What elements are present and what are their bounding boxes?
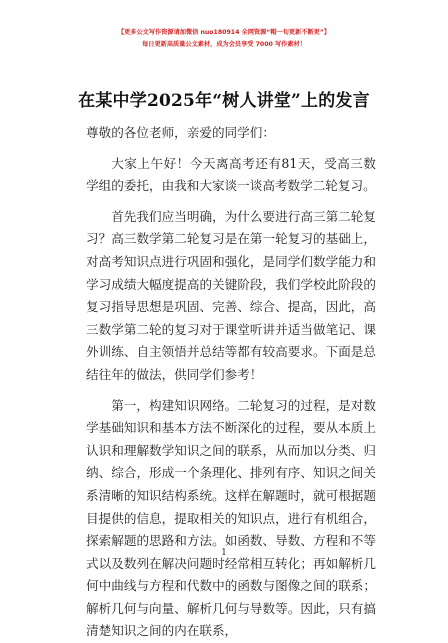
promo-banner-line-1: 【更多公文写作资源请加微信 nuo180914 全网资源“帽一旬更新不断更”】 [117, 29, 331, 36]
promo-banner [0, 27, 448, 51]
body-paragraph: 第一，构建知识网络。二轮复习的过程，是对数学基础知识和基本方法不断深化的过程，要从本质上认识和理解数学知识之间的联系，从而加以分类、归纳、综合，形成一个条理化、排列有序、知识之间关系清晰的知识结构系统。这样在解题时，就可根据题目提供的信息，提取相关的知识点，进行有机组合，探索解题的思路和方法。如函数、导数、方程和不等式以及数列在解决问题时经常相互转化；再如解析几何中曲线与方程和代数中的函数与图像之间的联系；解析几何与向量、解析几何与导数等。因此，只有搞清楚知识之间的内在联系， [86, 397, 376, 639]
page-number: 1 [221, 548, 227, 558]
document-body [86, 122, 376, 643]
promo-banner-line-2: 每日更新高质量公文素材，成为会员享受 7000 写作素材！ [142, 41, 306, 48]
salutation: 尊敬的各位老师，亲爱的同学们： [86, 125, 275, 140]
page-title: 在某中学2025年“树人讲堂”上的发言 [78, 91, 370, 111]
body-paragraph: 首先我们应当明确，为什么要进行高三第二轮复习？高三数学第二轮复习是在第一轮复习的基础上，对高考知识点进行巩固和强化，是同学们数学能力和学习成绩大幅度提高的关键阶段，我们学校此阶段的复习指导思想是巩固、完善、综合、提高，因此，高三数学第二轮的复习对于课堂听讲并适当做笔记、课外训练、自主领悟并总结等都有较高要求。下面是总结往年的做法，供同学们参考！ [86, 208, 376, 382]
body-paragraph: 大家上午好！今天离高考还有81天，受高三数学组的委托，由我和大家谈一谈高考数学二轮复习。 [86, 155, 376, 194]
